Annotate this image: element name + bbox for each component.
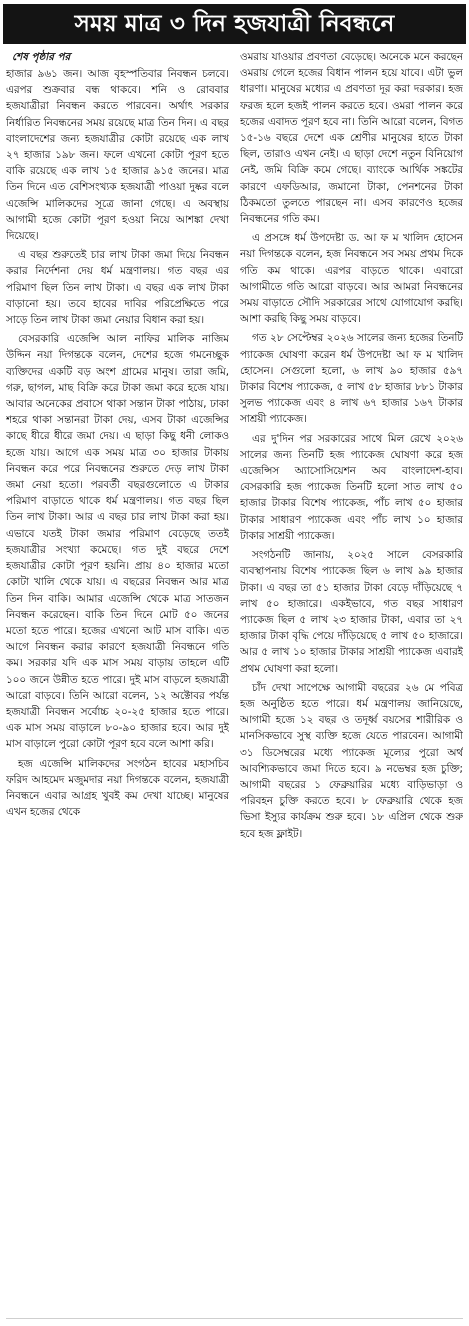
continued-label: শেষ পৃষ্ঠার পর <box>12 51 71 63</box>
paragraph: বেসরকারি এজেন্সি আল নাফির মালিক নাজিম উদ্দিন নয়া দিগন্তকে বলেন, দেশের হজে গমনেচ্ছুক ব্যক্তিদের একটি বড় অংশ গ্রামের মানুষ। তারা জমি, গরু, ছাগল, মাছ বিক্রি করে টাকা জমা করে হজে যায়। আবার অনেকের প্রবাসে থাকা সন্তান টাকা পাঠায়, ঢাকা শহরে থাকা সন্তানরা টাকা দেয়, এসব টাকা এজেন্সির কাছে ধীরে ধীরে জমা দেয়। এ ছাড়া কিছু ধনী লোকও হজে যায়। আগে এক সময় মাত্র ৩০ হাজার টাকায় নিবন্ধন করে পরে নিবন্ধনের শুরুতে দেড় লাখ টাকা জমা নেয়া হতো। পরবর্তী বছরগুলোতে এ টাকার পরিমাণ বাড়াতে থাকে ধর্ম মন্ত্রণালয়। গত বছর ছিল তিন লাখ টাকা। আর এ বছর চার লাখ টাকা করা হয়। এভাবে যতই টাকা জমার পরিমাণ বেড়েছে ততই হজযাত্রীর সংখ্যা কমেছে। গত দুই বছরে দেশে হজযাত্রীর কোটা পূরণ হয়নি। প্রায় ৪০ হাজার মতো কোটা খালি থেকে যায়। এ বছরের নিবন্ধন আর মাত্র তিন দিন বাকি। আমার এজেন্সি থেকে মাত্র সাতজন নিবন্ধন করেছেন। বাকি তিন দিনে মোট ৫০ জনের মতো হতে পারে। হজের এখনো আট মাস বাকি। এত আগে নিবন্ধন করার কারণে হজযাত্রী নিবন্ধনে গতি কম। সরকার যদি এক মাস সময় বাড়ায় তাহলে এটি ১০০ জনে উন্নীত হতে পারে। দুই মাস বাড়লে হজযাত্রী আরো বাড়বে। তিনি আরো বলেন, ১২ অক্টোবর পর্যন্ত হজযাত্রী নিবন্ধন সর্বোচ্চ ২০-২৫ হাজার হতে পারে। এক মাস সময় বাড়ালে ৮০-৯০ হাজার হবে। আর দুই মাস বাড়ালে পুরো কোটা পূরণ হবে বলে আশা করি। <box>6 333 229 751</box>
paragraph: সংগঠনটি জানায়, ২০২৫ সালে বেসরকারি ব্যবস্থাপনায় বিশেষ প্যাকেজ ছিল ৬ লাখ ৯৯ হাজার টাকা। এ বছর তা ৫১ হাজার টাকা বেড়ে দাঁড়িয়েছে ৭ লাখ ৫০ হাজারে। একইভাবে, গত বছর সাধারণ প্যাকেজ ছিল ৫ লাখ ২৩ হাজার টাকা, এবার তা ২৭ হাজার টাকা বৃদ্ধি পেয়ে দাঁড়িয়েছে ৫ লাখ ৫০ হাজারে। আর ৫ লাখ ১০ হাজার টাকার সাশ্রয়ী প্যাকেজ এবারই প্রথম ঘোষণা করা হলো। <box>240 549 463 675</box>
paragraph: ওমরায় যাওয়ার প্রবণতা বেড়েছে। অনেকে মনে করছেন ওমরায় গেলে হজের বিধান পালন হয়ে যাবে। এটা ভুল ধারণা। মানুষের মধ্যের এ প্রবণতা দূর করা দরকার। হজ ফরজ হলে হজই পালন করতে হবে। ওমরা পালন করে হজের এবাদত পূরণ হবে না। তিনি আরো বলেন, বিগত ১৫-১৬ বছরে দেশে এক শ্রেণীর মানুষের হাতে টাকা ছিল, তারাও এখন নেই। এ ছাড়া দেশে নতুন বিনিয়োগ নেই, জমি বিক্রি কমে গেছে। ব্যাংকে আর্থিক সঙ্কটের কারণে এফডিআর, জমানো টাকা, পেনশনের টাকা ঠিকমতো তুলতে পারছেন না। এসব কারণেও হজের নিবন্ধনের গতি কম। <box>240 51 463 226</box>
paragraph: এ বছর শুরুতেই চার লাখ টাকা জমা দিয়ে নিবন্ধন করার নির্দেশনা দেয় ধর্ম মন্ত্রণালয়। গত বছর এর পরিমাণ ছিল তিন লাখ টাকা। এ বছর এক লাখ টাকা বাড়ানো হয়। তবে হাবের দাবির পরিপ্রেক্ষিতে পরে সাড়ে তিন লাখ টাকা জমা নেয়ার বিধান করা হয়। <box>6 249 229 327</box>
paragraph: এ প্রসঙ্গে ধর্ম উপদেষ্টা ড. আ ফ ম খালিদ হোসেন নয়া দিগন্তকে বলেন, হজ নিবন্ধনে সব সময় প্রথম দিকে গতি কম থাকে। এরপর বাড়তে থাকে। এবারো আগামীতে গতি আরো বাড়বে। আর আমরা নিবন্ধনের সময় বাড়াতে সৌদি সরকারের সাথে যোগাযোগ করছি। আশা করছি কিছু সময় বাড়বে। <box>240 232 463 326</box>
paragraph: হাজার ৯৬১ জন। আজ বৃহস্পতিবার নিবন্ধন চলবে। এরপর শুক্রবার বন্ধ থাকবে। শনি ও রোববার হজযাত্রীরা নিবন্ধন করতে পারবেন। অর্থাৎ সরকার নির্ধারিত নিবন্ধনের সময় রয়েছে মাত্র তিন দিন। এ বছর বাংলাদেশের জন্য হজযাত্রীর কোটা রয়েছে এক লাখ ২৭ হাজার ১৯৮ জন। ফলে এখনো কোটা পূরণ হতে বাকি রয়েছে এক লাখ ১৫ হাজার ৯১৫ জনের। মাত্র তিন দিনে এত বেশিসংখ্যক হজযাত্রী পাওয়া দুষ্কর বলে এজেন্সি মালিকদের সূত্রে জানা গেছে। এ অবস্থায় আগামী হজে কোটা পূরণ হওয়া নিয়ে আশঙ্কা দেখা দিয়েছে। <box>6 68 229 243</box>
article-body <box>6 49 463 1317</box>
paragraph: চাঁদ দেখা সাপেক্ষে আগামী বছরের ২৬ মে পবিত্র হজ অনুষ্ঠিত হতে পারে। ধর্ম মন্ত্রণালয় জানিয়েছে, আগামী হজে ১২ বছর ও তদূর্ধ্ব বয়সের শারীরিক ও মানসিকভাবে সুস্থ ব্যক্তি হজে যেতে পারবেন। আগামী ৩১ ডিসেম্বরের মধ্যে প্যাকেজ মূল্যের পুরো অর্থ আবশ্যিকভাবে জমা দিতে হবে। ৯ নভেম্বর হজ চুক্তি; আগামী বছরের ১ ফেব্রুয়ারির মধ্যে বাড়িভাড়া ও পরিবহন চুক্তি করতে হবে। ৮ ফেব্রুয়ারি থেকে হজ ভিসা ইস্যুর কার্যক্রম শুরু হবে। ১৮ এপ্রিল থেকে শুরু হবে হজ ফ্লাইট। <box>240 681 463 840</box>
headline: সময় মাত্র ৩ দিন হজযাত্রী নিবন্ধনে <box>3 4 466 44</box>
paragraph: গত ২৮ সেপ্টেম্বর ২০২৬ সালের জন্য হজের তিনটি প্যাকেজ ঘোষণা করেন ধর্ম উপদেষ্টা আ ফ ম খালিদ হোসেন। সেগুলো হলো, ৬ লাখ ৯০ হাজার ৫৯৭ টাকার বিশেষ প্যাকেজ, ৫ লাখ ৫৮ হাজার ৮৮১ টাকার সুলভ প্যাকেজ এবং ৪ লাখ ৬৭ হাজার ১৬৭ টাকার সাশ্রয়ী প্যাকেজ। <box>240 332 463 426</box>
bottom-divider <box>6 1318 463 1319</box>
column-right <box>240 49 463 1317</box>
column-left <box>6 49 229 1317</box>
paragraph: এর দু'দিন পর সরকারের সাথে মিল রেখে ২০২৬ সালের জন্য তিনটি হজ প্যাকেজ ঘোষণা করে হজ এজেন্সিস অ্যাসোসিয়েশন অব বাংলাদেশ-হাব। বেসরকারি হজ প্যাকেজ তিনটি হলো সাত লাখ ৫০ হাজার টাকার বিশেষ প্যাকেজ, পাঁচ লাখ ৫০ হাজার টাকার সাধারণ প্যাকেজ এবং পাঁচ লাখ ১০ হাজার টাকার সাশ্রয়ী প্যাকেজ। <box>240 432 463 542</box>
paragraph: হজ এজেন্সি মালিকদের সংগঠন হাবের মহাসচিব ফরিদ আহমেদ মজুমদার নয়া দিগন্তকে বলেন, হজযাত্রী নিবন্ধনে এবার আগ্রহ খুবই কম দেখা যাচ্ছে। মানুষের এখন হজের থেকে <box>6 757 229 819</box>
